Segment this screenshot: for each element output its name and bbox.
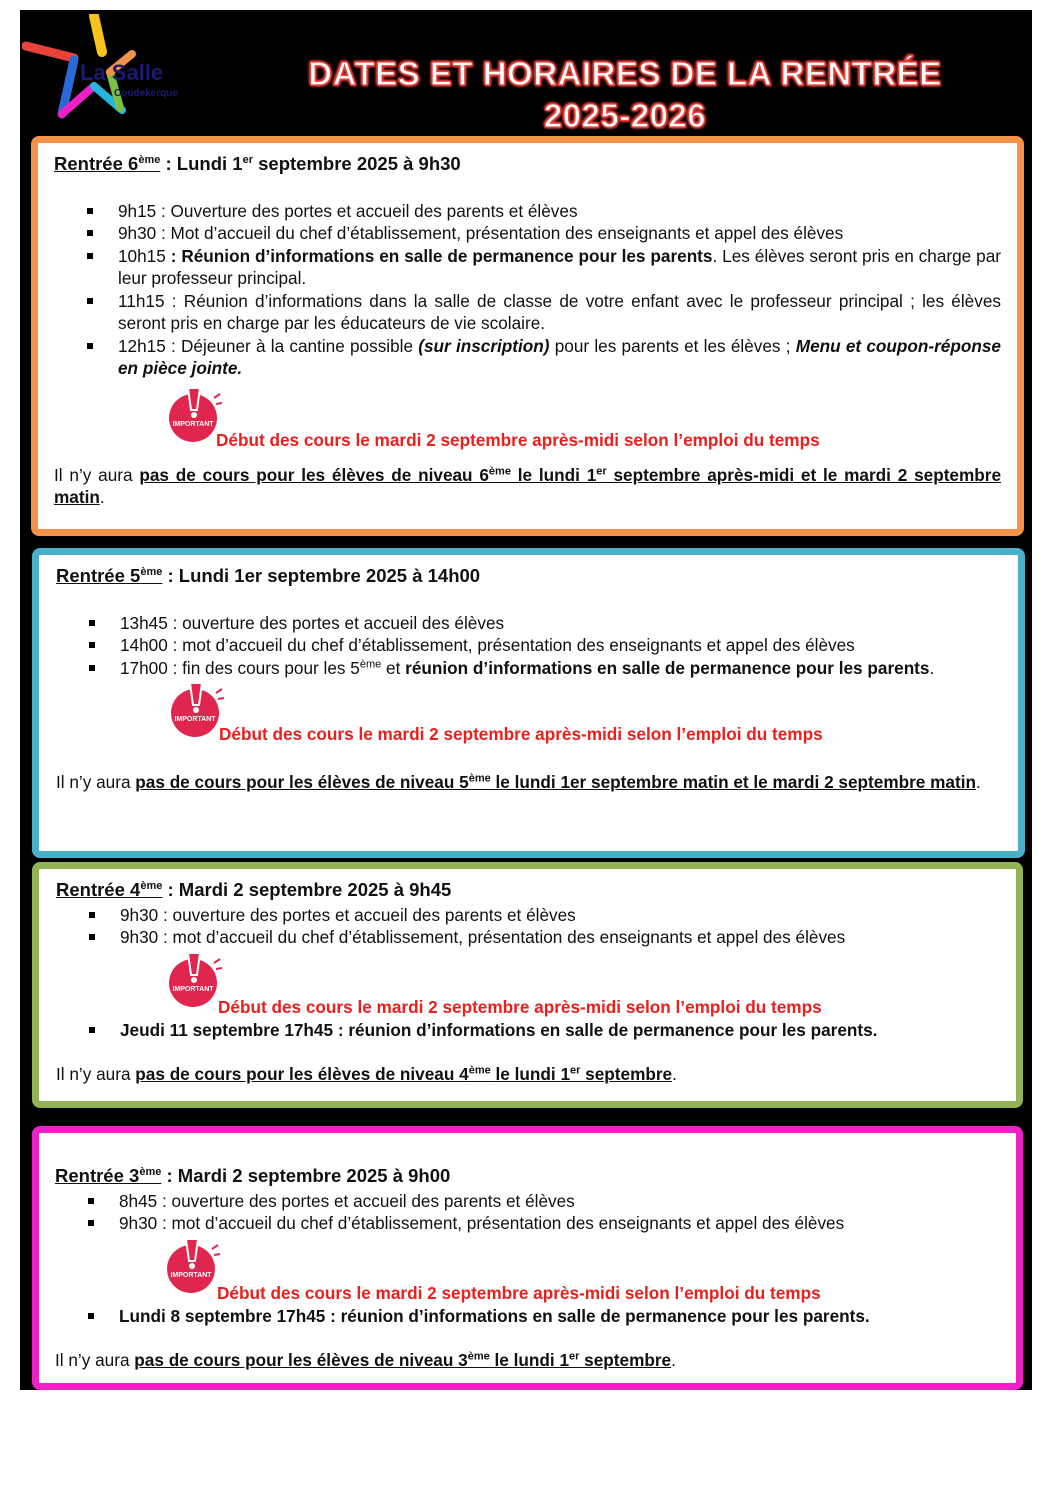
logo-name: La Salle: [80, 60, 164, 85]
list-item: 9h15 : Ouverture des portes et accueil des parents et élèves: [54, 200, 1001, 223]
svg-text:IMPORTANT: IMPORTANT: [170, 1271, 212, 1279]
logo-subtitle: Coudekerque: [114, 88, 178, 99]
section-5eme: [32, 548, 1025, 858]
important-row: [56, 949, 1000, 1019]
section-heading: Rentrée 4ème : Mardi 2 septembre 2025 à 9h45: [56, 879, 452, 900]
important-notice: Début des cours le mardi 2 septembre après-midi selon l’emploi du temps: [219, 724, 823, 744]
important-badge-icon: [160, 1235, 222, 1297]
list-item: 11h15 : Réunion d’informations dans la salle de classe de votre enfant avec le professeur principal ; les élèves seront pris en charge par les éducateurs de vie scolaire.: [54, 290, 1001, 335]
important-notice: Début des cours le mardi 2 septembre après-midi selon l’emploi du temps: [218, 996, 822, 1017]
list-item: Jeudi 11 septembre 17h45 : réunion d’informations en salle de permanence pour les parents.: [56, 1019, 1000, 1042]
schedule-list: [55, 1305, 1000, 1328]
important-notice: Début des cours le mardi 2 septembre après-midi selon l’emploi du temps: [217, 1282, 821, 1303]
important-badge-icon: [162, 949, 224, 1011]
svg-text:IMPORTANT: IMPORTANT: [174, 716, 216, 723]
important-row: [55, 1235, 1000, 1305]
section-4eme: [32, 862, 1023, 1108]
svg-text:IMPORTANT: IMPORTANT: [172, 420, 214, 428]
schedule-list: [56, 612, 1002, 680]
no-class-note: Il n’y aura pas de cours pour les élèves de niveau 5ème le lundi 1er septembre matin et le mardi 2 septembre matin.: [56, 772, 981, 792]
list-item: 9h30 : mot d’accueil du chef d’établissement, présentation des enseignants et appel des élèves: [55, 1212, 1000, 1235]
important-badge-icon: [162, 384, 224, 446]
list-item: 10h15 : Réunion d’informations en salle de permanence pour les parents. Les élèves seront pris en charge par leur professeur principal.: [54, 245, 1001, 290]
section-heading: Rentrée 6ème : Lundi 1er septembre 2025 à 9h30: [54, 153, 461, 174]
schedule-list: [54, 200, 1001, 380]
important-row: [56, 679, 1002, 749]
list-item: 9h30 : Mot d’accueil du chef d’établissement, présentation des enseignants et appel des élèves: [54, 222, 1001, 245]
list-item: 9h30 : ouverture des portes et accueil des parents et élèves: [56, 904, 1000, 927]
schedule-list: [56, 904, 1000, 949]
no-class-note: Il n’y aura pas de cours pour les élèves de niveau 6ème le lundi 1er septembre après-midi et le mardi 2 septembre matin.: [54, 464, 1002, 507]
no-class-note: Il n’y aura pas de cours pour les élèves de niveau 4ème le lundi 1er septembre.: [56, 1064, 677, 1084]
page-title-year: 2025-2026: [543, 97, 707, 134]
schedule-list: [55, 1190, 1000, 1235]
section-heading: Rentrée 3ème : Mardi 2 septembre 2025 à 9h00: [55, 1165, 451, 1186]
important-badge-icon: [164, 679, 226, 741]
no-class-note: Il n’y aura pas de cours pour les élèves de niveau 3ème le lundi 1er septembre.: [55, 1350, 676, 1370]
section-heading: Rentrée 5ème : Lundi 1er septembre 2025 à 14h00: [56, 565, 481, 586]
list-item: 8h45 : ouverture des portes et accueil des parents et élèves: [55, 1190, 1000, 1213]
page-title: DATES ET HORAIRES DE LA RENTRÉE: [308, 55, 942, 92]
section-3eme: [32, 1126, 1023, 1390]
list-item: 12h15 : Déjeuner à la cantine possible (sur inscription) pour les parents et les élèves ; Menu et coupon-réponse en pièce jointe.: [54, 335, 1001, 380]
list-item: 17h00 : fin des cours pour les 5ème et réunion d’informations en salle de permanence pour les parents.: [56, 657, 1002, 680]
important-notice: Début des cours le mardi 2 septembre après-midi selon l’emploi du temps: [216, 429, 820, 450]
section-6eme: [31, 136, 1024, 536]
list-item: 9h30 : mot d’accueil du chef d’établissement, présentation des enseignants et appel des élèves: [56, 926, 1000, 949]
svg-text:IMPORTANT: IMPORTANT: [172, 985, 214, 993]
important-row: [54, 380, 1001, 452]
star-logo-icon: [22, 14, 222, 124]
list-item: 13h45 : ouverture des portes et accueil des élèves: [56, 612, 1002, 635]
list-item: Lundi 8 septembre 17h45 : réunion d’informations en salle de permanence pour les parents.: [55, 1305, 1000, 1328]
list-item: 14h00 : mot d’accueil du chef d’établissement, présentation des enseignants et appel des élèves: [56, 634, 1002, 657]
schedule-list: [56, 1019, 1000, 1042]
